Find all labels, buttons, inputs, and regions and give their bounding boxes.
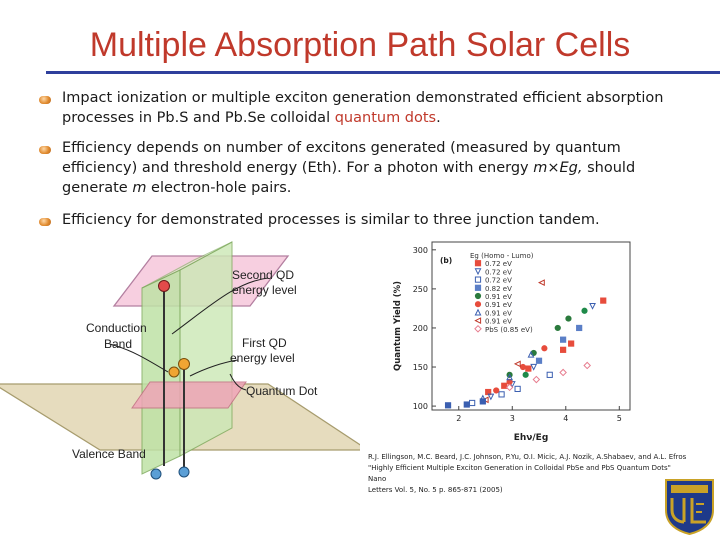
legend-entry: 0.91 eV bbox=[485, 293, 512, 301]
legend-entry: 0.91 eV bbox=[485, 309, 512, 318]
bullet-1-end: . bbox=[436, 110, 441, 126]
label-first-qd-2: energy level bbox=[230, 351, 295, 365]
y-tick-label: 100 bbox=[412, 402, 428, 412]
legend-entry: 0.82 eV bbox=[485, 284, 512, 293]
bullet-marker-icon bbox=[39, 218, 51, 226]
x-tick-label: 2 bbox=[456, 414, 462, 423]
legend-marker bbox=[475, 285, 480, 290]
data-point bbox=[601, 298, 606, 303]
bullet-1-highlight: quantum dots bbox=[334, 110, 437, 126]
electron-dot bbox=[159, 281, 170, 292]
label-conduction-1: Conduction bbox=[86, 321, 147, 335]
electron-dot bbox=[179, 359, 190, 370]
bullet-2 bbox=[62, 138, 682, 198]
legend-entry: 0.72 eV bbox=[485, 260, 512, 269]
data-point bbox=[561, 347, 566, 352]
legend-entry: Eg (Homo - Lumo) bbox=[470, 252, 534, 260]
bullet-marker-icon bbox=[39, 146, 51, 154]
data-point bbox=[582, 308, 587, 313]
y-tick-label: 150 bbox=[412, 363, 428, 373]
slide-title: Multiple Absorption Path Solar Cells bbox=[89, 26, 631, 64]
title-underline bbox=[46, 71, 720, 74]
y-tick-label: 200 bbox=[412, 323, 428, 333]
y-axis-label: Quantum Yield (%) bbox=[393, 280, 403, 372]
data-point bbox=[494, 388, 499, 393]
label-first-qd-1: First QD bbox=[242, 336, 287, 350]
university-crest-icon bbox=[662, 474, 717, 536]
data-point bbox=[542, 346, 547, 351]
quantum-dot-box-side bbox=[180, 242, 232, 456]
bullet-1-text: Impact ionization or multiple exciton generation demonstrated efficient absorption processes in Pb.S and Pb.Se colloidal bbox=[62, 90, 664, 126]
citation bbox=[368, 452, 688, 496]
label-valence-band: Valence Band bbox=[72, 447, 146, 461]
legend-marker bbox=[475, 302, 480, 307]
data-point bbox=[536, 358, 541, 363]
data-point bbox=[480, 399, 485, 404]
quantum-dot-diagram bbox=[0, 238, 360, 538]
data-point bbox=[555, 325, 560, 330]
label-second-qd-1: Second QD bbox=[232, 268, 295, 282]
bullet-2-emphasis-b: m bbox=[132, 180, 147, 196]
legend-entry: 0.91 eV bbox=[485, 301, 512, 310]
label-quantum-dot: Quantum Dot bbox=[246, 384, 318, 398]
bullet-1 bbox=[62, 88, 682, 128]
data-point bbox=[445, 403, 450, 408]
hole-dot bbox=[151, 469, 161, 479]
x-tick-label: 5 bbox=[616, 414, 622, 423]
citation-line-1: R.J. Ellingson, M.C. Beard, J.C. Johnson, P.Yu, O.I. Micic, A.J. Nozik, A.Shabaev, and A.L. Efros bbox=[368, 453, 687, 461]
y-tick-label: 250 bbox=[412, 284, 428, 294]
bullet-2-text-c: electron-hole pairs. bbox=[146, 180, 292, 196]
bullet-2-text-a: Efficiency depends on number of excitons generated (measured by quantum efficiency) and threshold energy (Eth). For a photon with energy bbox=[62, 140, 621, 176]
data-point bbox=[464, 402, 469, 407]
legend-marker bbox=[475, 293, 480, 298]
bullet-3: Efficiency for demonstrated processes is similar to three junction tandem. bbox=[62, 212, 600, 228]
label-second-qd-2: energy level bbox=[232, 283, 297, 297]
citation-line-3: Letters Vol. 5, No. 5 p. 865-871 (2005) bbox=[368, 486, 503, 494]
legend-entry: 0.91 eV bbox=[485, 317, 512, 326]
label-conduction-2: Band bbox=[104, 337, 133, 351]
data-point bbox=[569, 341, 574, 346]
data-point bbox=[577, 325, 582, 330]
data-point bbox=[566, 316, 571, 321]
y-tick-label: 300 bbox=[412, 245, 428, 255]
legend-marker bbox=[475, 261, 480, 266]
data-point bbox=[523, 372, 528, 377]
legend-entry: 0.72 eV bbox=[485, 276, 512, 285]
x-axis-label: Ehν/Eg bbox=[513, 433, 549, 443]
citation-line-2: "Highly Efficient Multiple Exciton Generation in Colloidal PbSe and PbS Quantum Dots" Nano bbox=[368, 464, 671, 483]
legend-entry: 0.72 eV bbox=[485, 268, 512, 277]
data-point bbox=[526, 366, 531, 371]
bullet-2-emphasis-a: m×Eg, bbox=[533, 160, 583, 176]
quantum-yield-chart bbox=[370, 236, 642, 448]
bullet-2-text-b: should generate bbox=[62, 160, 636, 196]
x-tick-label: 4 bbox=[563, 414, 569, 423]
first-qd-plane bbox=[132, 382, 246, 408]
hole-dot bbox=[179, 467, 189, 477]
legend-entry: PbS (0.85 eV) bbox=[485, 325, 533, 334]
data-point bbox=[561, 337, 566, 342]
x-tick-label: 3 bbox=[509, 414, 515, 423]
electron-dot bbox=[169, 367, 179, 377]
chart-panel-label: (b) bbox=[440, 256, 453, 265]
bullet-marker-icon bbox=[39, 96, 51, 104]
data-point bbox=[520, 364, 525, 369]
